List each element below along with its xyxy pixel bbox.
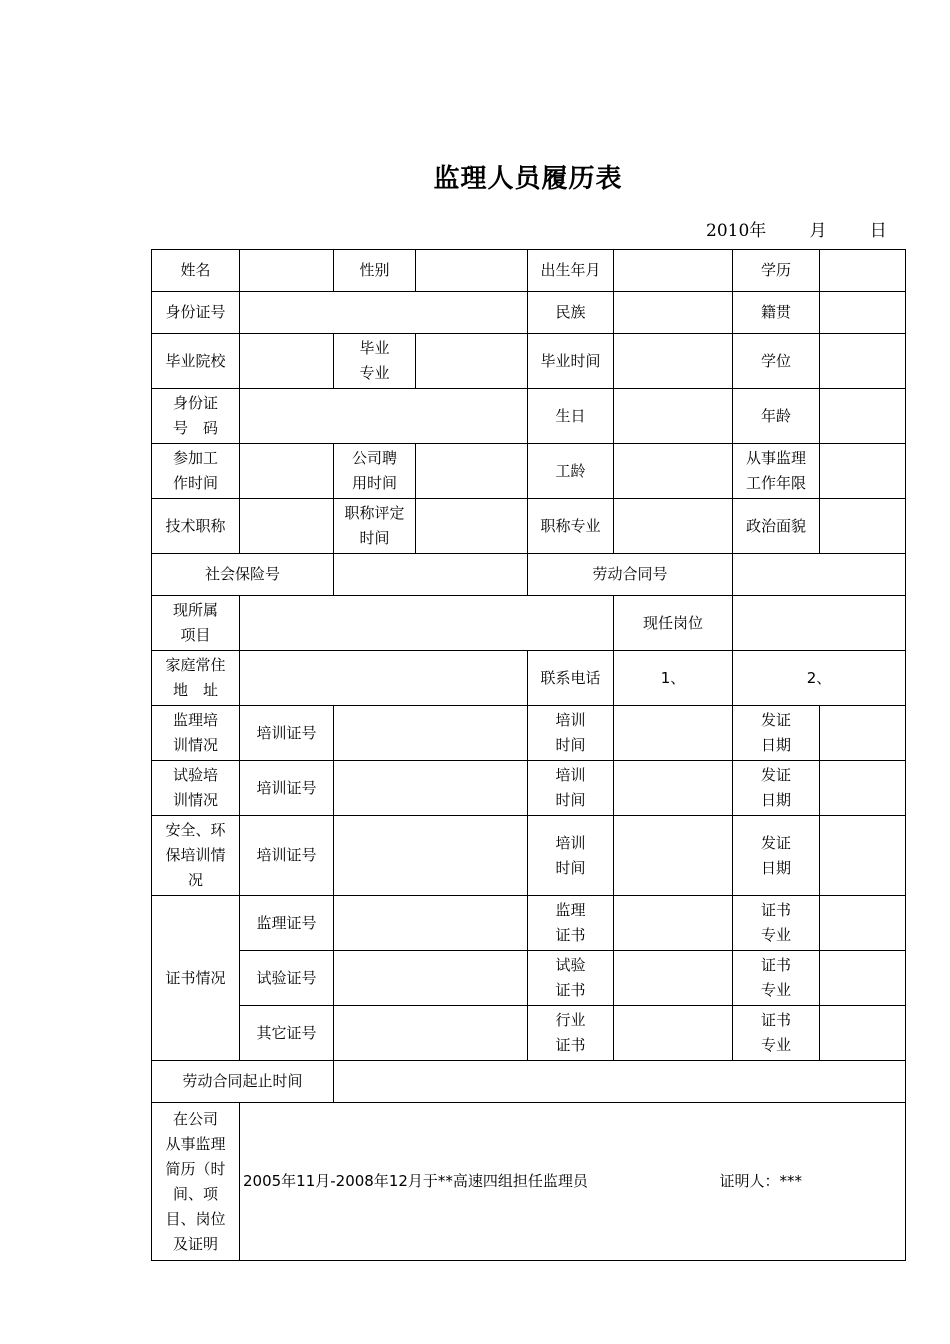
label-tech-title: 技术职称 [152,499,240,554]
label-home-address: 家庭常住 地 址 [152,651,240,706]
label-training-supervision: 监理培 训情况 [152,706,240,761]
label-test-cert-no: 试验证号 [240,951,334,1006]
label-major: 毕业 专业 [334,334,416,389]
row-cert-test [152,951,906,1006]
label-school: 毕业院校 [152,334,240,389]
value-labor-contract[interactable] [733,554,906,596]
label-training-test: 试验培 训情况 [152,761,240,816]
value-training-time-2[interactable] [614,761,733,816]
label-age: 年龄 [733,389,820,444]
label-native-place: 籍贯 [733,292,820,334]
value-other-cert-no[interactable] [334,1006,528,1061]
value-major[interactable] [416,334,528,389]
row-basic-1 [152,250,906,292]
date-month-unit: 月 [809,221,827,241]
label-social-security: 社会保险号 [152,554,334,596]
value-contract-period[interactable] [334,1061,906,1103]
label-hire-time: 公司聘 用时间 [334,444,416,499]
label-cert-major-1: 证书 专业 [733,896,820,951]
value-current-project[interactable] [240,596,614,651]
value-issue-date-2[interactable] [820,761,906,816]
resume-form-table [151,249,906,1261]
value-seniority[interactable] [614,444,733,499]
value-supervision-years[interactable] [820,444,906,499]
label-degree: 学位 [733,334,820,389]
label-cert-major-3: 证书 专业 [733,1006,820,1061]
value-test-cert-no[interactable] [334,951,528,1006]
value-title-eval-time[interactable] [416,499,528,554]
value-test-cert[interactable] [614,951,733,1006]
label-training-cert-no-1: 培训证号 [240,706,334,761]
row-training-supervision [152,706,906,761]
row-basic-3 [152,334,906,389]
label-training-time-3: 培训 时间 [528,816,614,896]
label-supervision-years: 从事监理 工作年限 [733,444,820,499]
label-issue-date-1: 发证 日期 [733,706,820,761]
page-title: 监理人员履历表 [433,164,623,194]
value-cert-major-1[interactable] [820,896,906,951]
value-home-address[interactable] [240,651,528,706]
value-name[interactable] [240,250,334,292]
value-title-major[interactable] [614,499,733,554]
value-social-security[interactable] [334,554,528,596]
label-work-start: 参加工 作时间 [152,444,240,499]
label-current-post: 现任岗位 [614,596,733,651]
value-supervision-cert-no[interactable] [334,896,528,951]
label-cert-major-2: 证书 专业 [733,951,820,1006]
value-ethnicity[interactable] [614,292,733,334]
label-grad-time: 毕业时间 [528,334,614,389]
date-year: 2010 [706,221,750,241]
value-id-number[interactable] [240,292,528,334]
value-work-start[interactable] [240,444,334,499]
value-education[interactable] [820,250,906,292]
value-current-post[interactable] [733,596,906,651]
label-name: 姓名 [152,250,240,292]
label-training-cert-no-3: 培训证号 [240,816,334,896]
label-birth: 出生年月 [528,250,614,292]
label-history: 在公司 从事监理 简历（时 间、项 目、岗位 及证明 [152,1103,240,1261]
row-training-safety [152,816,906,896]
label-title-eval-time: 职称评定 时间 [334,499,416,554]
label-education: 学历 [733,250,820,292]
label-political: 政治面貌 [733,499,820,554]
label-other-cert-no: 其它证号 [240,1006,334,1061]
row-cert-supervision [152,896,906,951]
value-native-place[interactable] [820,292,906,334]
value-phone-2[interactable]: 2、 [733,651,906,706]
value-school[interactable] [240,334,334,389]
value-grad-time[interactable] [614,334,733,389]
row-basic-4 [152,389,906,444]
value-id-number-2[interactable] [240,389,528,444]
label-cert-status: 证书情况 [152,896,240,1061]
value-industry-cert[interactable] [614,1006,733,1061]
value-issue-date-1[interactable] [820,706,906,761]
value-hire-time[interactable] [416,444,528,499]
label-test-cert: 试验 证书 [528,951,614,1006]
value-training-cert-no-2[interactable] [334,761,528,816]
label-training-time-2: 培训 时间 [528,761,614,816]
value-birthday[interactable] [614,389,733,444]
value-supervision-cert[interactable] [614,896,733,951]
value-cert-major-2[interactable] [820,951,906,1006]
value-training-time-3[interactable] [614,816,733,896]
label-industry-cert: 行业 证书 [528,1006,614,1061]
date-year-unit: 年 [749,221,767,241]
label-phone: 联系电话 [528,651,614,706]
label-current-project: 现所属 项目 [152,596,240,651]
date-line [706,216,887,241]
row-history [152,1103,906,1261]
history-entry-text: 2005年11月-2008年12月于**高速四组担任监理员 [243,1172,588,1190]
label-training-cert-no-2: 培训证号 [240,761,334,816]
label-contract-period: 劳动合同起止时间 [152,1061,334,1103]
row-training-test [152,761,906,816]
label-issue-date-3: 发证 日期 [733,816,820,896]
label-supervision-cert-no: 监理证号 [240,896,334,951]
value-training-cert-no-1[interactable] [334,706,528,761]
value-cert-major-3[interactable] [820,1006,906,1061]
label-labor-contract: 劳动合同号 [528,554,733,596]
label-training-time-1: 培训 时间 [528,706,614,761]
row-insurance [152,554,906,596]
row-cert-other [152,1006,906,1061]
row-basic-2 [152,292,906,334]
history-entry [243,1169,902,1194]
value-issue-date-3[interactable] [820,816,906,896]
label-gender: 性别 [334,250,416,292]
row-basic-5 [152,444,906,499]
row-basic-6 [152,499,906,554]
value-birth[interactable] [614,250,733,292]
value-training-time-1[interactable] [614,706,733,761]
label-id-number: 身份证号 [152,292,240,334]
value-gender[interactable] [416,250,528,292]
value-tech-title[interactable] [240,499,334,554]
date-day-unit: 日 [869,221,887,241]
value-political[interactable] [820,499,906,554]
row-project [152,596,906,651]
label-id-number-2: 身份证 号 码 [152,389,240,444]
label-supervision-cert: 监理 证书 [528,896,614,951]
label-seniority: 工龄 [528,444,614,499]
label-birthday: 生日 [528,389,614,444]
value-history[interactable] [240,1103,906,1261]
label-issue-date-2: 发证 日期 [733,761,820,816]
label-title-major: 职称专业 [528,499,614,554]
row-contract-period [152,1061,906,1103]
row-address [152,651,906,706]
history-witness: 证明人：*** [719,1172,802,1190]
value-age[interactable] [820,389,906,444]
label-ethnicity: 民族 [528,292,614,334]
value-training-cert-no-3[interactable] [334,816,528,896]
label-training-safety: 安全、环 保培训情 况 [152,816,240,896]
value-degree[interactable] [820,334,906,389]
value-phone-1[interactable]: 1、 [614,651,733,706]
